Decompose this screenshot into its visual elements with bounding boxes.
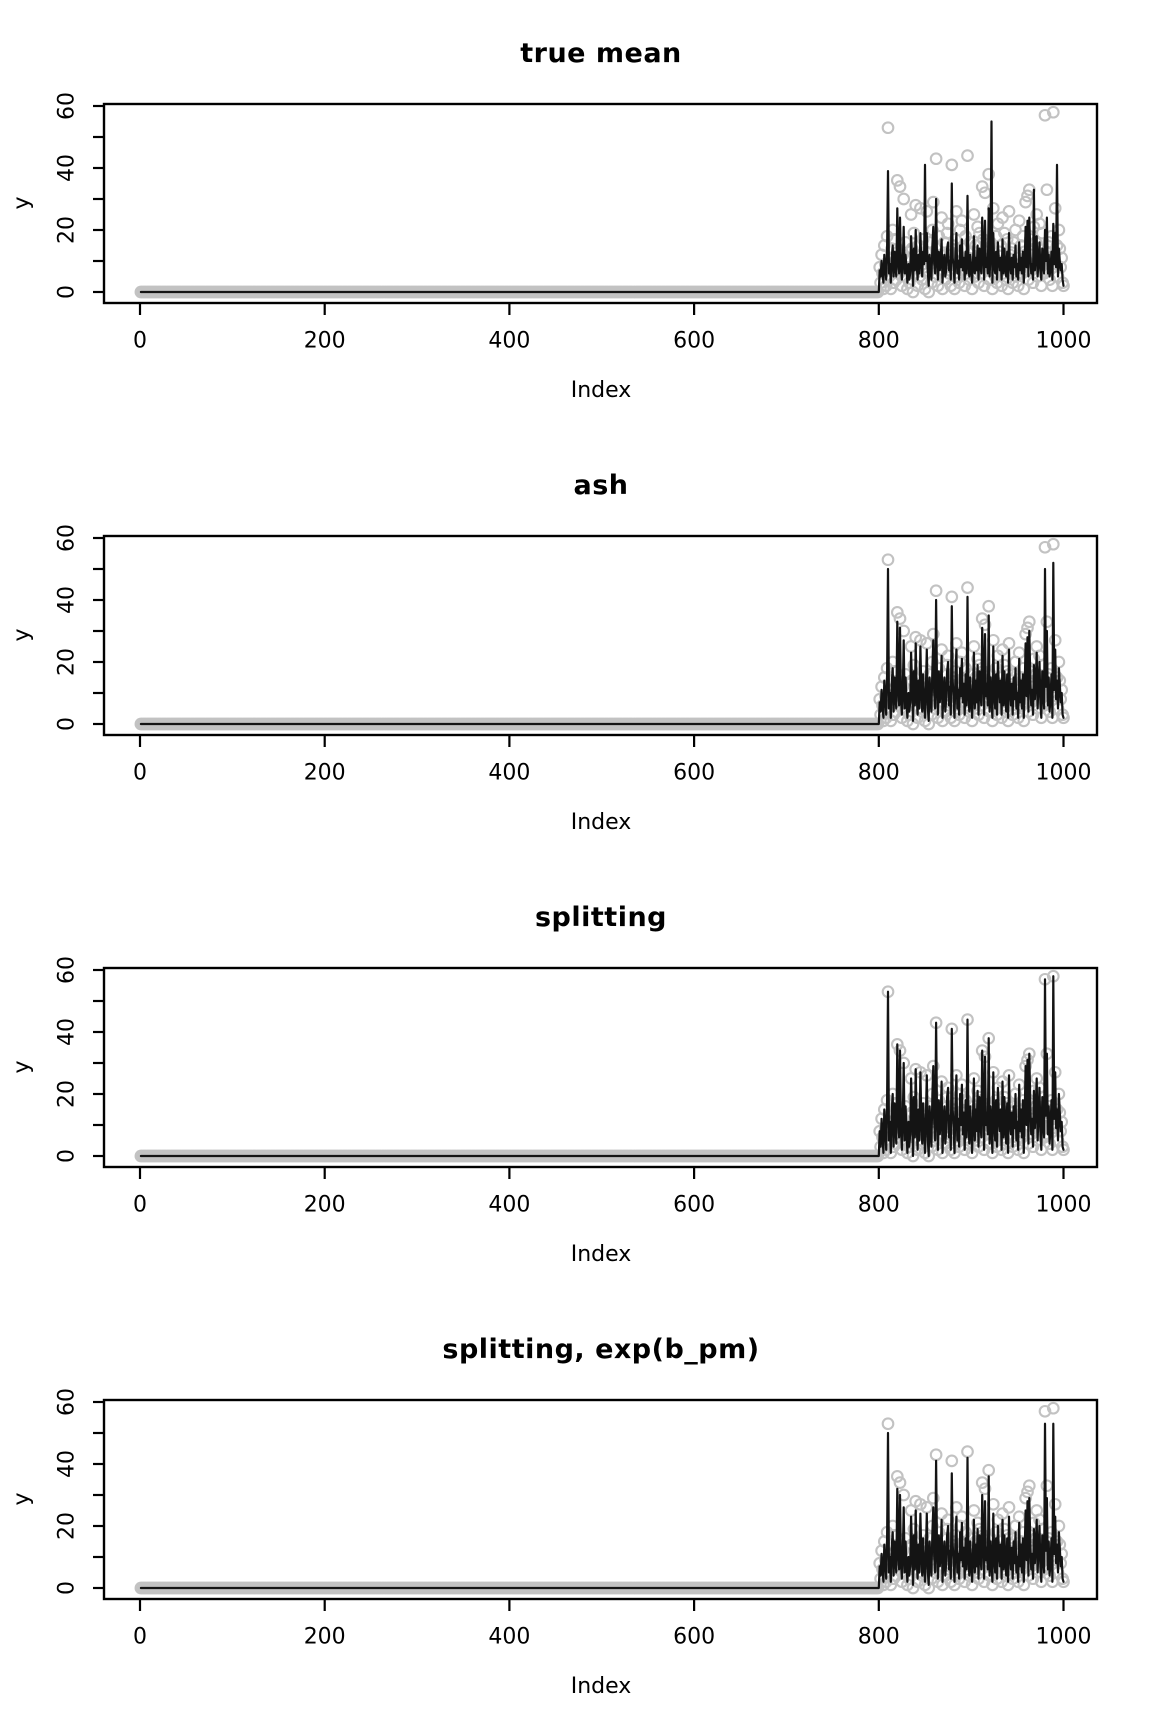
x-tick-label: 600 <box>673 760 716 786</box>
x-tick-label: 800 <box>857 328 900 354</box>
y-tick-label: 40 <box>54 154 80 182</box>
panel-true-mean <box>0 0 1152 432</box>
y-axis-label: y <box>9 1060 35 1074</box>
x-tick-label: 200 <box>303 1192 346 1218</box>
y-tick-label: 60 <box>54 1388 80 1416</box>
x-tick-label: 600 <box>673 1624 716 1650</box>
x-axis-label: Index <box>570 1674 632 1699</box>
x-tick-label: 400 <box>488 1624 531 1650</box>
y-tick-label: 60 <box>54 956 80 984</box>
y-tick-label: 20 <box>54 648 80 676</box>
x-tick-label: 1000 <box>1035 1624 1092 1650</box>
y-tick-label: 40 <box>54 586 80 614</box>
x-tick-label: 400 <box>488 328 531 354</box>
y-axis-label: y <box>9 1492 35 1506</box>
x-tick-label: 600 <box>673 1192 716 1218</box>
y-axis-label: y <box>9 196 35 210</box>
y-tick-label: 20 <box>54 216 80 244</box>
y-axis-label: y <box>9 628 35 642</box>
x-axis-label: Index <box>570 810 632 835</box>
y-tick-label: 60 <box>54 92 80 120</box>
x-tick-label: 1000 <box>1035 760 1092 786</box>
y-tick-label: 0 <box>54 1149 80 1163</box>
x-tick-label: 400 <box>488 760 531 786</box>
x-tick-label: 0 <box>133 760 147 786</box>
x-tick-label: 0 <box>133 1624 147 1650</box>
panel-title: splitting, exp(b_pm) <box>442 1334 760 1365</box>
panel-ash <box>0 432 1152 864</box>
y-tick-label: 0 <box>54 285 80 299</box>
x-axis-label: Index <box>570 378 632 403</box>
y-tick-label: 0 <box>54 717 80 731</box>
panel-title: splitting <box>534 902 668 933</box>
y-tick-label: 40 <box>54 1450 80 1478</box>
x-tick-label: 800 <box>857 1192 900 1218</box>
x-tick-label: 0 <box>133 1192 147 1218</box>
x-tick-label: 200 <box>303 760 346 786</box>
x-tick-label: 200 <box>303 328 346 354</box>
y-tick-label: 60 <box>54 524 80 552</box>
panel-title: true mean <box>520 38 682 69</box>
panel-title: ash <box>573 470 629 501</box>
y-tick-label: 0 <box>54 1581 80 1595</box>
x-tick-label: 0 <box>133 328 147 354</box>
x-tick-label: 800 <box>857 1624 900 1650</box>
y-tick-label: 40 <box>54 1018 80 1046</box>
x-axis-label: Index <box>570 1242 632 1267</box>
panel-splitting-exp-b-pm <box>0 1296 1152 1728</box>
y-tick-label: 20 <box>54 1080 80 1108</box>
y-tick-label: 20 <box>54 1512 80 1540</box>
panel-splitting <box>0 864 1152 1296</box>
x-tick-label: 1000 <box>1035 328 1092 354</box>
x-tick-label: 800 <box>857 760 900 786</box>
x-tick-label: 200 <box>303 1624 346 1650</box>
x-tick-label: 400 <box>488 1192 531 1218</box>
x-tick-label: 1000 <box>1035 1192 1092 1218</box>
x-tick-label: 600 <box>673 328 716 354</box>
